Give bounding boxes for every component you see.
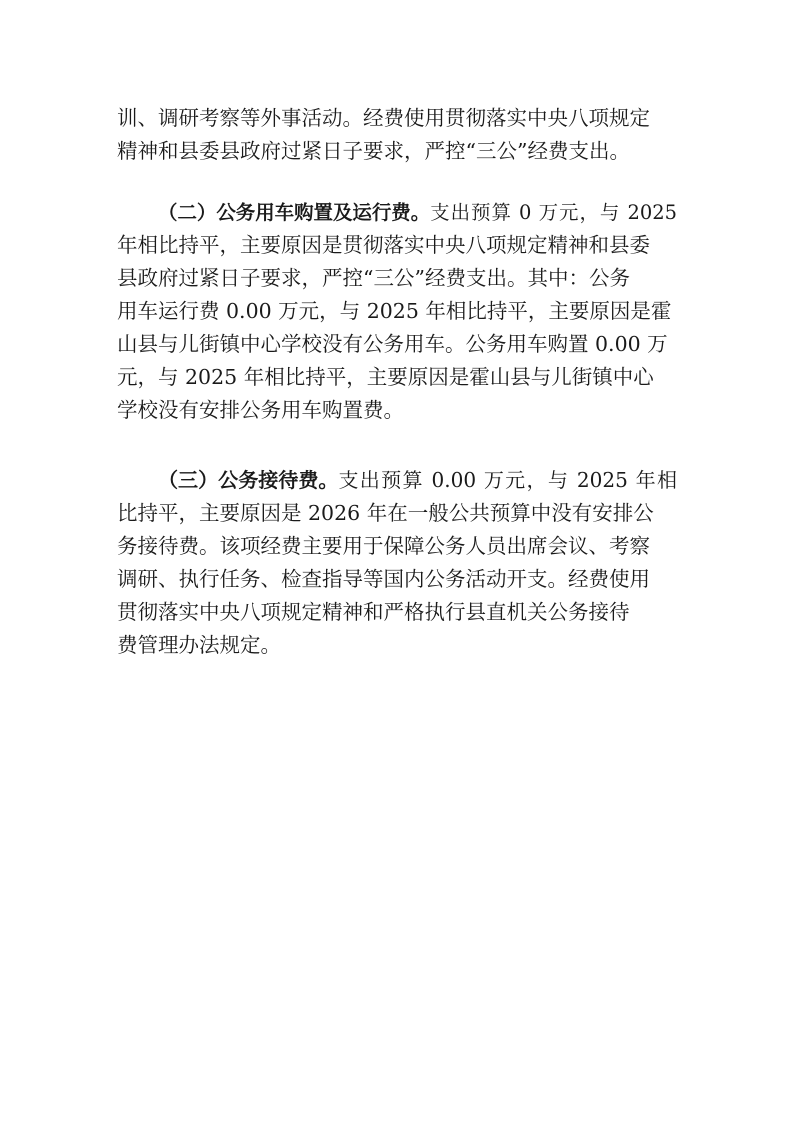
section-heading: （三）公务接待费。 [158,468,339,492]
line-text: 用车运行费 0.00 万元，与 2025 年相比持平，主要原因是霍 [117,299,672,323]
paragraph-reception-expenses [117,464,677,662]
line-text: 贯彻落实中央八项规定精神和严格执行县直机关公务接待 [117,600,630,624]
line-text: 精神和县委县政府过紧日子要求，严控“三公”经费支出。 [117,139,630,163]
text-line [117,229,677,262]
line-text: 比持平，主要原因是 2026 年在一般公共预算中没有安排公 [117,501,654,525]
text-line [117,464,677,497]
paragraph-foreign-affairs-continued [117,102,677,168]
text-line [117,262,677,295]
line-text: 山县与儿街镇中心学校没有公务用车。公务用车购置 0.00 万 [117,332,668,356]
text-line [117,135,677,168]
text-line [117,563,677,596]
line-text: 支出预算 0 万元，与 2025 [430,201,677,224]
text-line [117,102,677,135]
text-line [117,295,677,328]
line-text: 元，与 2025 年相比持平，主要原因是霍山县与儿街镇中心 [117,365,654,389]
text-line [117,629,677,662]
line-text: 务接待费。该项经费主要用于保障公务人员出席会议、考察 [117,534,650,558]
text-line [117,394,677,427]
line-text: 学校没有安排公务用车购置费。 [117,398,404,422]
paragraph-vehicle-expenses [117,196,677,427]
line-text: 支出预算 0.00 万元，与 2025 年相 [338,468,677,492]
text-line [117,497,677,530]
line-text: 年相比持平，主要原因是贯彻落实中央八项规定精神和县委 [117,233,650,257]
text-line [117,328,677,361]
text-line [117,530,677,563]
section-heading: （二）公务用车购置及运行费。 [158,201,431,224]
line-text: 调研、执行任务、检查指导等国内公务活动开支。经费使用 [117,567,650,591]
text-line [117,196,677,229]
text-line [117,596,677,629]
line-text: 训、调研考察等外事活动。经费使用贯彻落实中央八项规定 [117,106,650,130]
line-text: 费管理办法规定。 [117,633,281,657]
text-line [117,361,677,394]
line-text: 县政府过紧日子要求，严控“三公”经费支出。其中：公务 [117,266,630,290]
